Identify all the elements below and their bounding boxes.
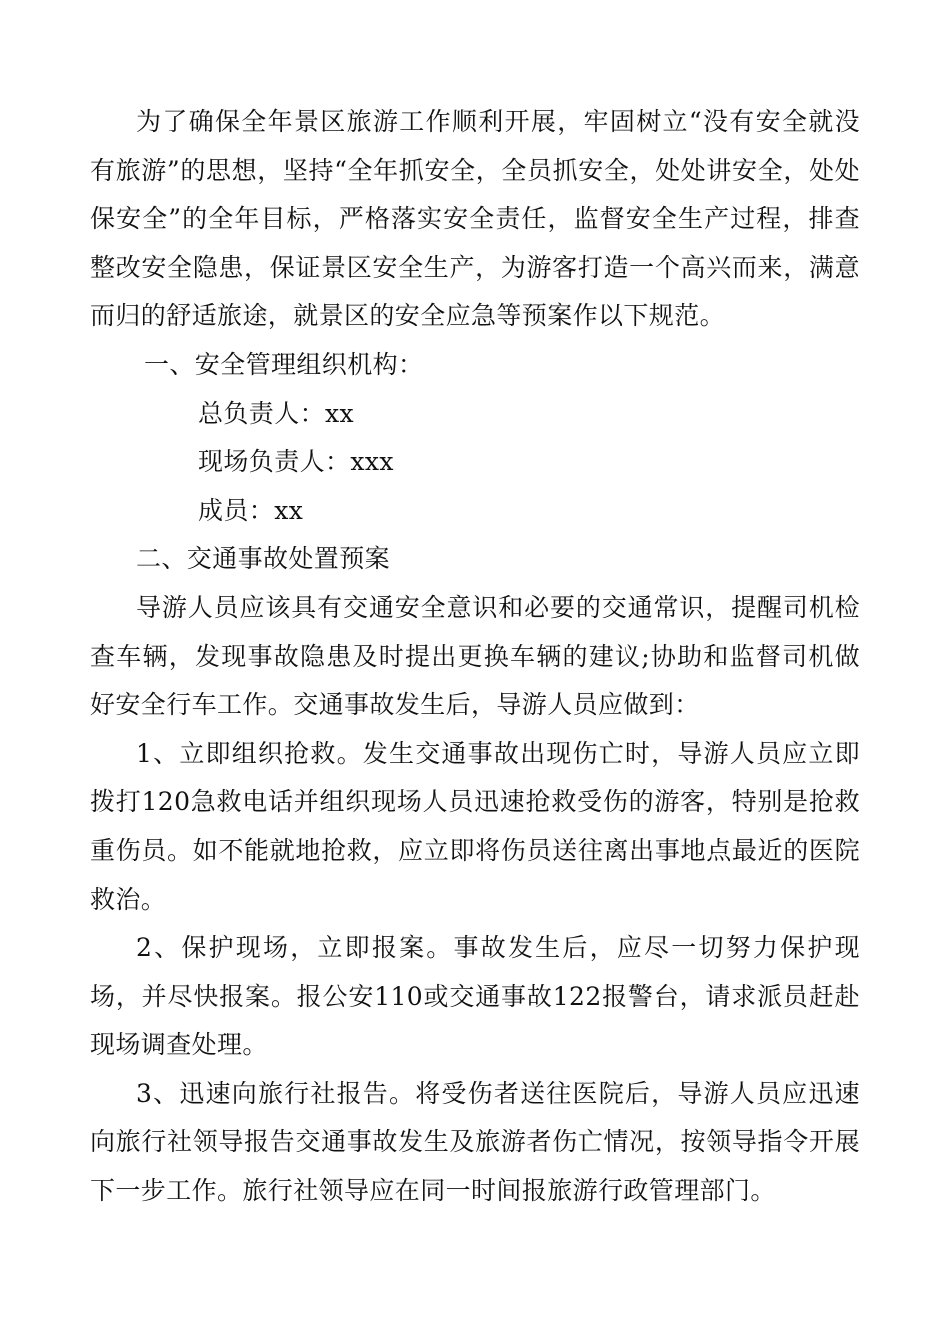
intro-paragraph: 为了确保全年景区旅游工作顺利开展，牢固树立“没有安全就没有旅游”的思想，坚持“全年抓安全，全员抓安全，处处讲安全，处处保安全”的全年目标，严格落实安全责任，监督安全生产过程，排查整改安全隐患，保证景区安全生产，为游客打造一个高兴而来，满意而归的舒适旅途，就景区的安全应急等预案作以下规范。 (90, 107, 860, 331)
list-item-2: 2、保护现场，立即报案。事故发生后，应尽一切努力保护现场，并尽快报案。报公安110或交通事故122报警台，请求派员赶赴现场调查处理。 (90, 933, 860, 1060)
list-item-3: 3、迅速向旅行社报告。将受伤者送往医院后，导游人员应迅速向旅行社领导报告交通事故发生及旅游者伤亡情况，按领导指令开展下一步工作。旅行社领导应在同一时间报旅游行政管理部门。 (90, 1078, 860, 1206)
document-body (90, 98, 860, 1216)
chief-responsible-line: 总负责人：xx (198, 398, 354, 428)
onsite-responsible-line: 现场负责人：xxx (198, 447, 394, 477)
section-2-heading: 二、交通事故处置预案 (136, 544, 391, 574)
list-item-1: 1、立即组织抢救。发生交通事故出现伤亡时，导游人员应立即拨打120急救电话并组织现场人员迅速抢救受伤的游客，特别是抢救重伤员。如不能就地抢救，应立即将伤员送往离出事地点最近的医院救治。 (90, 738, 860, 914)
section-2-intro-paragraph: 导游人员应该具有交通安全意识和必要的交通常识，提醒司机检查车辆，发现事故隐患及时提出更换车辆的建议;协助和监督司机做好安全行车工作。交通事故发生后，导游人员应做到： (90, 592, 860, 720)
section-1-heading: 一、安全管理组织机构： (144, 349, 424, 379)
members-line: 成员：xx (198, 495, 304, 525)
